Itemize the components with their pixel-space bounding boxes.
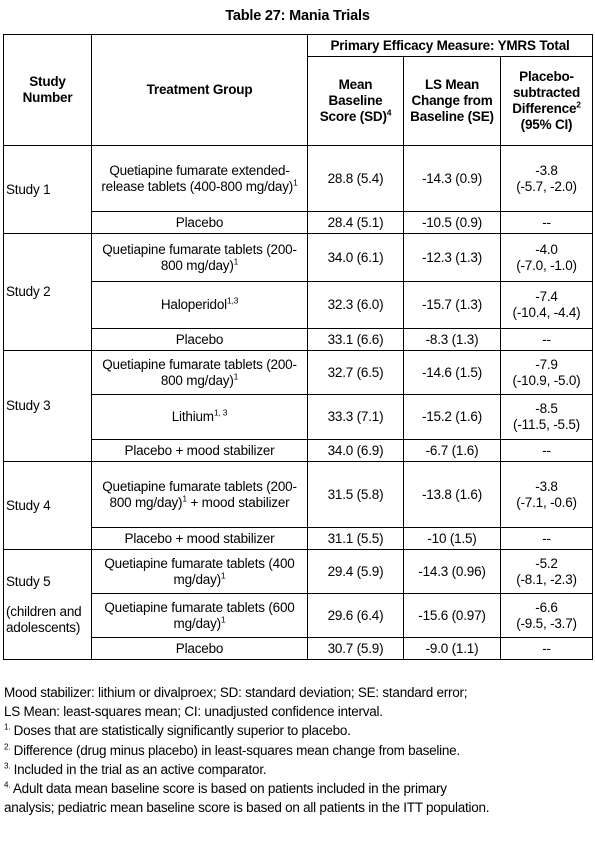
header-mean-baseline: Mean Baseline Score (SD)$^4$	[308, 57, 404, 146]
treatment-group-cell: Placebo + mood stabilizer	[92, 528, 308, 550]
study-name: Study 5 (children and adolescents)	[4, 550, 92, 660]
ls-mean-change-cell: -12.3 (1.3)	[404, 234, 501, 282]
footnote-4-continued: analysis; pediatric mean baseline score is based on all patients in the ITT population.	[4, 800, 490, 816]
treatment-group-cell: Quetiapine fumarate tablets (200-800 mg/day)$^1$	[92, 351, 308, 395]
ls-mean-change-cell: -8.3 (1.3)	[404, 329, 501, 351]
mean-baseline-cell: 33.1 (6.6)	[308, 329, 404, 351]
placebo-difference-cell: -5.2 (-8.1, -2.3)	[501, 550, 593, 594]
study-name: Study 3	[4, 351, 92, 462]
mean-baseline-cell: 29.6 (6.4)	[308, 594, 404, 638]
placebo-difference-cell: --	[501, 440, 593, 462]
treatment-group-cell: Placebo	[92, 212, 308, 234]
header-primary-efficacy-measure: Primary Efficacy Measure: YMRS Total	[308, 35, 593, 57]
table-row	[4, 329, 593, 351]
table-row	[4, 440, 593, 462]
table-row	[4, 594, 593, 638]
placebo-difference-cell: -7.4 (-10.4, -4.4)	[501, 282, 593, 329]
mean-baseline-cell: 33.3 (7.1)	[308, 395, 404, 440]
table-row	[4, 638, 593, 660]
header-ls-mean-change: LS Mean Change from Baseline (SE)	[404, 57, 501, 146]
footnote-2: $^{2.}$ Difference (drug minus placebo) in least-squares mean change from baseline.	[4, 742, 460, 758]
mean-baseline-cell: 29.4 (5.9)	[308, 550, 404, 594]
header-treatment-group: Treatment Group	[92, 35, 308, 146]
mean-baseline-cell: 34.0 (6.9)	[308, 440, 404, 462]
treatment-group-cell: Quetiapine fumarate tablets (200-800 mg/day)$^1$ + mood stabilizer	[92, 462, 308, 528]
table-row	[4, 550, 593, 594]
ls-mean-change-cell: -15.6 (0.97)	[404, 594, 501, 638]
mean-baseline-cell: 31.1 (5.5)	[308, 528, 404, 550]
study-name: Study 1	[4, 146, 92, 234]
mean-baseline-cell: 30.7 (5.9)	[308, 638, 404, 660]
treatment-group-cell: Quetiapine fumarate tablets (200-800 mg/day)$^1$	[92, 234, 308, 282]
placebo-difference-cell: --	[501, 638, 593, 660]
mean-baseline-cell: 28.4 (5.1)	[308, 212, 404, 234]
placebo-difference-cell: -7.9 (-10.9, -5.0)	[501, 351, 593, 395]
placebo-difference-cell: --	[501, 329, 593, 351]
placebo-difference-cell: -6.6 (-9.5, -3.7)	[501, 594, 593, 638]
table-row	[4, 234, 593, 282]
mean-baseline-cell: 28.8 (5.4)	[308, 146, 404, 212]
study-name: Study 2	[4, 234, 92, 351]
ls-mean-change-cell: -14.6 (1.5)	[404, 351, 501, 395]
placebo-difference-cell: -4.0 (-7.0, -1.0)	[501, 234, 593, 282]
mean-baseline-cell: 32.3 (6.0)	[308, 282, 404, 329]
table-row	[4, 528, 593, 550]
mean-baseline-cell: 32.7 (6.5)	[308, 351, 404, 395]
placebo-difference-cell: -8.5 (-11.5, -5.5)	[501, 395, 593, 440]
ls-mean-change-cell: -15.7 (1.3)	[404, 282, 501, 329]
study-name: Study 4	[4, 462, 92, 550]
mean-baseline-cell: 31.5 (5.8)	[308, 462, 404, 528]
treatment-group-cell: Quetiapine fumarate extended-release tablets (400-800 mg/day)$^1$	[92, 146, 308, 212]
treatment-group-cell: Placebo + mood stabilizer	[92, 440, 308, 462]
mean-baseline-cell: 34.0 (6.1)	[308, 234, 404, 282]
ls-mean-change-cell: -9.0 (1.1)	[404, 638, 501, 660]
ls-mean-change-cell: -10 (1.5)	[404, 528, 501, 550]
ls-mean-change-cell: -15.2 (1.6)	[404, 395, 501, 440]
ls-mean-change-cell: -14.3 (0.96)	[404, 550, 501, 594]
table-title: Table 27: Mania Trials	[225, 8, 370, 24]
header-placebo-difference: Placebo-subtracted Difference$^2$ (95% CI)	[501, 57, 593, 146]
table-row	[4, 146, 593, 212]
placebo-difference-cell: -3.8 (-5.7, -2.0)	[501, 146, 593, 212]
ls-mean-change-cell: -13.8 (1.6)	[404, 462, 501, 528]
mania-trials-table	[3, 34, 593, 660]
study-subtitle: (children and adolescents)	[6, 603, 82, 635]
treatment-group-cell: Placebo	[92, 638, 308, 660]
treatment-group-cell: Quetiapine fumarate tablets (400 mg/day)$^1$	[92, 550, 308, 594]
abbreviations-line-2: LS Mean: least-squares mean; CI: unadjusted confidence interval.	[4, 704, 383, 720]
table-footnotes	[4, 683, 592, 817]
abbreviations-line-1: Mood stabilizer: lithium or divalproex; SD: standard deviation; SE: standard error;	[4, 685, 468, 700]
placebo-difference-cell: --	[501, 528, 593, 550]
table-row	[4, 395, 593, 440]
table-row	[4, 282, 593, 329]
treatment-group-cell: Quetiapine fumarate tablets (600 mg/day)$^1$	[92, 594, 308, 638]
treatment-group-cell: Lithium$^{1, 3}$	[92, 395, 308, 440]
footnote-3: $^{3.}$ Included in the trial as an active comparator.	[4, 761, 267, 777]
header-study-number: Study Number	[4, 35, 92, 146]
ls-mean-change-cell: -14.3 (0.9)	[404, 146, 501, 212]
footnote-1: $^{1.}$ Doses that are statistically significantly superior to placebo.	[4, 722, 351, 739]
ls-mean-change-cell: -6.7 (1.6)	[404, 440, 501, 462]
table-row	[4, 212, 593, 234]
ls-mean-change-cell: -10.5 (0.9)	[404, 212, 501, 234]
treatment-group-cell: Haloperidol$^{1,3}$	[92, 282, 308, 329]
treatment-group-cell: Placebo	[92, 329, 308, 351]
footnote-4: $^{4.}$ Adult data mean baseline score is based on patients included in the primary	[4, 780, 447, 797]
placebo-difference-cell: --	[501, 212, 593, 234]
table-row	[4, 462, 593, 528]
table-row	[4, 351, 593, 395]
placebo-difference-cell: -3.8 (-7.1, -0.6)	[501, 462, 593, 528]
